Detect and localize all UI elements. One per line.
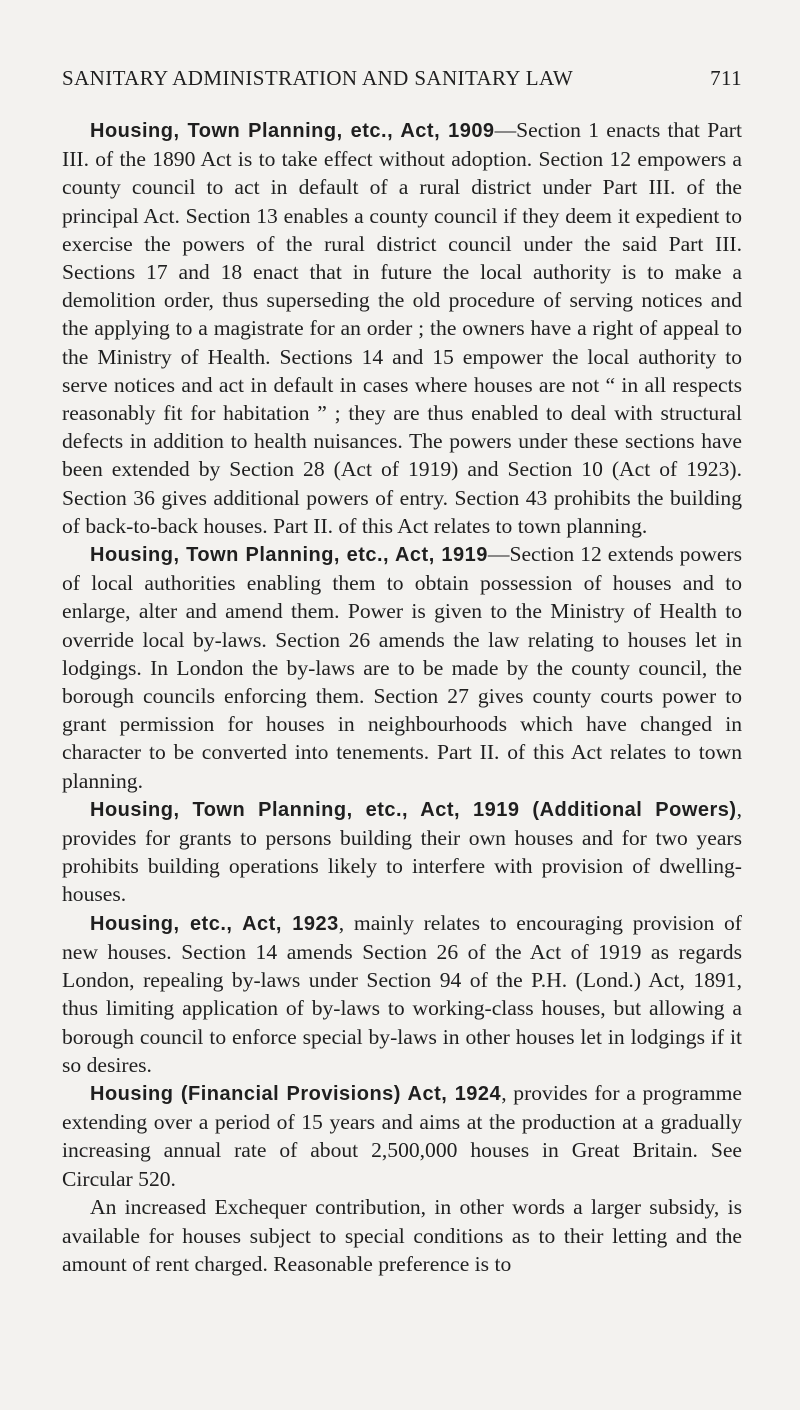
paragraph-lead-1923: Housing, etc., Act, 1923: [90, 912, 339, 935]
body-text: [62, 116, 742, 1278]
running-header: [62, 66, 742, 91]
paragraph-text-1923: , mainly relates to encouraging provision of new houses. Section 14 amends Section 26 of the Act of 1919 as regards London, repealing by-laws under Section 94 of the P.H. (Lond.) Act, 1891, thus limiting application of by-laws to working-class houses, but allowing a borough council to enforce special by-laws in other houses let in lodgings if it so desires.: [62, 910, 742, 1077]
running-title: SANITARY ADMINISTRATION AND SANITARY LAW: [62, 66, 574, 90]
paragraph-text-1924: , provides for a programme extending over a period of 15 years and aims at the production at a gradually increasing annual rate of about 2,500,000 houses in Great Britain. See Circular 520.: [62, 1080, 743, 1191]
paragraph-housing-financial-provisions-1924: [62, 1079, 742, 1193]
paragraph-housing-act-1923: [62, 909, 742, 1079]
page-number: 711: [710, 66, 742, 90]
paragraph-text-1919: —Section 12 extends powers of local authorities enabling them to obtain possession of houses and to enlarge, alter and amend them. Power is given to the Ministry of Health to override local by-laws. Section 26 amends the law relating to houses let in lodgings. In London the by-laws are to be made by the county council, the borough councils enforcing them. Section 27 gives county courts power to grant permission for houses in neighbourhoods which have changed in character to be converted into tenements. Part II. of this Act relates to town planning.: [62, 542, 742, 793]
paragraph-housing-act-1919: [62, 540, 742, 795]
paragraph-housing-act-1919-additional-powers: [62, 795, 742, 909]
paragraph-text-1909: —Section 1 enacts that Part III. of the 1890 Act is to take effect without adoption. Section 12 empowers a county council to act in default of a rural district under Part III. of the principal Act. Section 13 enables a county council if they deem it expedient to exercise the powers of the rural district council under the said Part III. Sections 17 and 18 enact that in future the local authority is to make a demolition order, thus superseding the old procedure of serving notices and the applying to a magistrate for an order ; the owners have a right of appeal to the Ministry of Health. Sections 14 and 15 empower the local authority to serve notices and act in default in cases where houses are not “ in all respects reasonably fit for habitation ” ; they are thus enabled to deal with structural defects in addition to health nuisances. The powers under these sections have been extended by Section 28 (Act of 1919) and Section 10 (Act of 1923). Section 36 gives additional powers of entry. Section 43 prohibits the building of back-to-back houses. Part II. of this Act relates to town planning.: [62, 118, 742, 538]
paragraph-lead-1919-additional: Housing, Town Planning, etc., Act, 1919 (Additional Powers): [90, 798, 737, 821]
paragraph-lead-1924: Housing (Financial Provisions) Act, 1924: [90, 1082, 502, 1105]
paragraph-text-1919-additional: , provides for grants to persons building their own houses and for two years prohibits building operations likely to interfere with provision of dwelling-houses.: [62, 796, 742, 907]
paragraph-housing-act-1909: [62, 116, 742, 540]
paragraph-lead-1909: Housing, Town Planning, etc., Act, 1909: [90, 120, 495, 142]
paragraph-text-exchequer: An increased Exchequer contribution, in other words a larger subsidy, is available for houses subject to special conditions as to their letting and the amount of rent charged. Reasonable preference is to: [62, 1194, 742, 1277]
paragraph-lead-1919: Housing, Town Planning, etc., Act, 1919: [90, 544, 488, 567]
paragraph-exchequer-contribution: [62, 1193, 742, 1279]
